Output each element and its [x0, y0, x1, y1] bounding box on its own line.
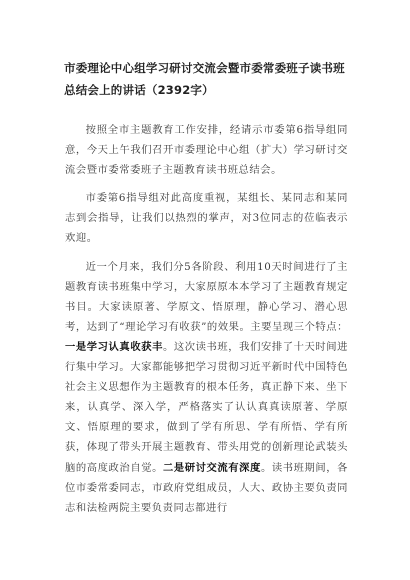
paragraph-3: [65, 257, 348, 518]
paragraph-2: 市委第6指导组对此高度重视，某组长、某同志和某同志到会指导，让我们以热烈的掌声，对3位同志的莅临表示欢迎。: [65, 192, 348, 245]
paragraph-3-text-b: 。这次读书班，我们安排了十天时间进行集中学习。大家都能够把学习贯彻习近平新时代中国特色社会主义思想作为主题教育的根本任务，真正静下来、坐下来，认真学、深入学，严格落实了认认真真读原著、学原文、悟原理的要求，做到了学有所思、学有所悟、学有所获，体现了带头开展主题教育、带头用党的创新理论武装头脑的高度政治自觉。: [65, 340, 349, 474]
document-body: [65, 120, 348, 526]
paragraph-3-text-a: 近一个月来，我们分5各阶段、利用10天时间进行了主题教育读书班集中学习，大家原原本本学习了主题教育规定书目。大家读原著、学原文、悟原理，静心学习、潜心思考，达到了“理论学习有收获”的效果。主要呈现三个特点：: [65, 260, 348, 333]
paragraph-1: 按照全市主题教育工作安排，经请示市委第6指导组同意，今天上午我们召开市委理论中心组（扩大）学习研讨交流会暨市委常委班子主题教育读书班总结会。: [65, 124, 348, 177]
highlight-point-two: 二是研讨交流有深度: [162, 461, 261, 474]
document-title: 市委理论中心组学习研讨交流会暨市委常委班子读书班总结会上的讲话（2392字）: [64, 61, 345, 97]
paragraph-3-text-c: 。读书班期间，各位市委常委同志，市政府党组成员，人大、政协主要负责同志和法检两院主要负责同志都进行: [65, 461, 349, 514]
highlight-point-one: 一是学习认真收获丰: [65, 340, 163, 353]
